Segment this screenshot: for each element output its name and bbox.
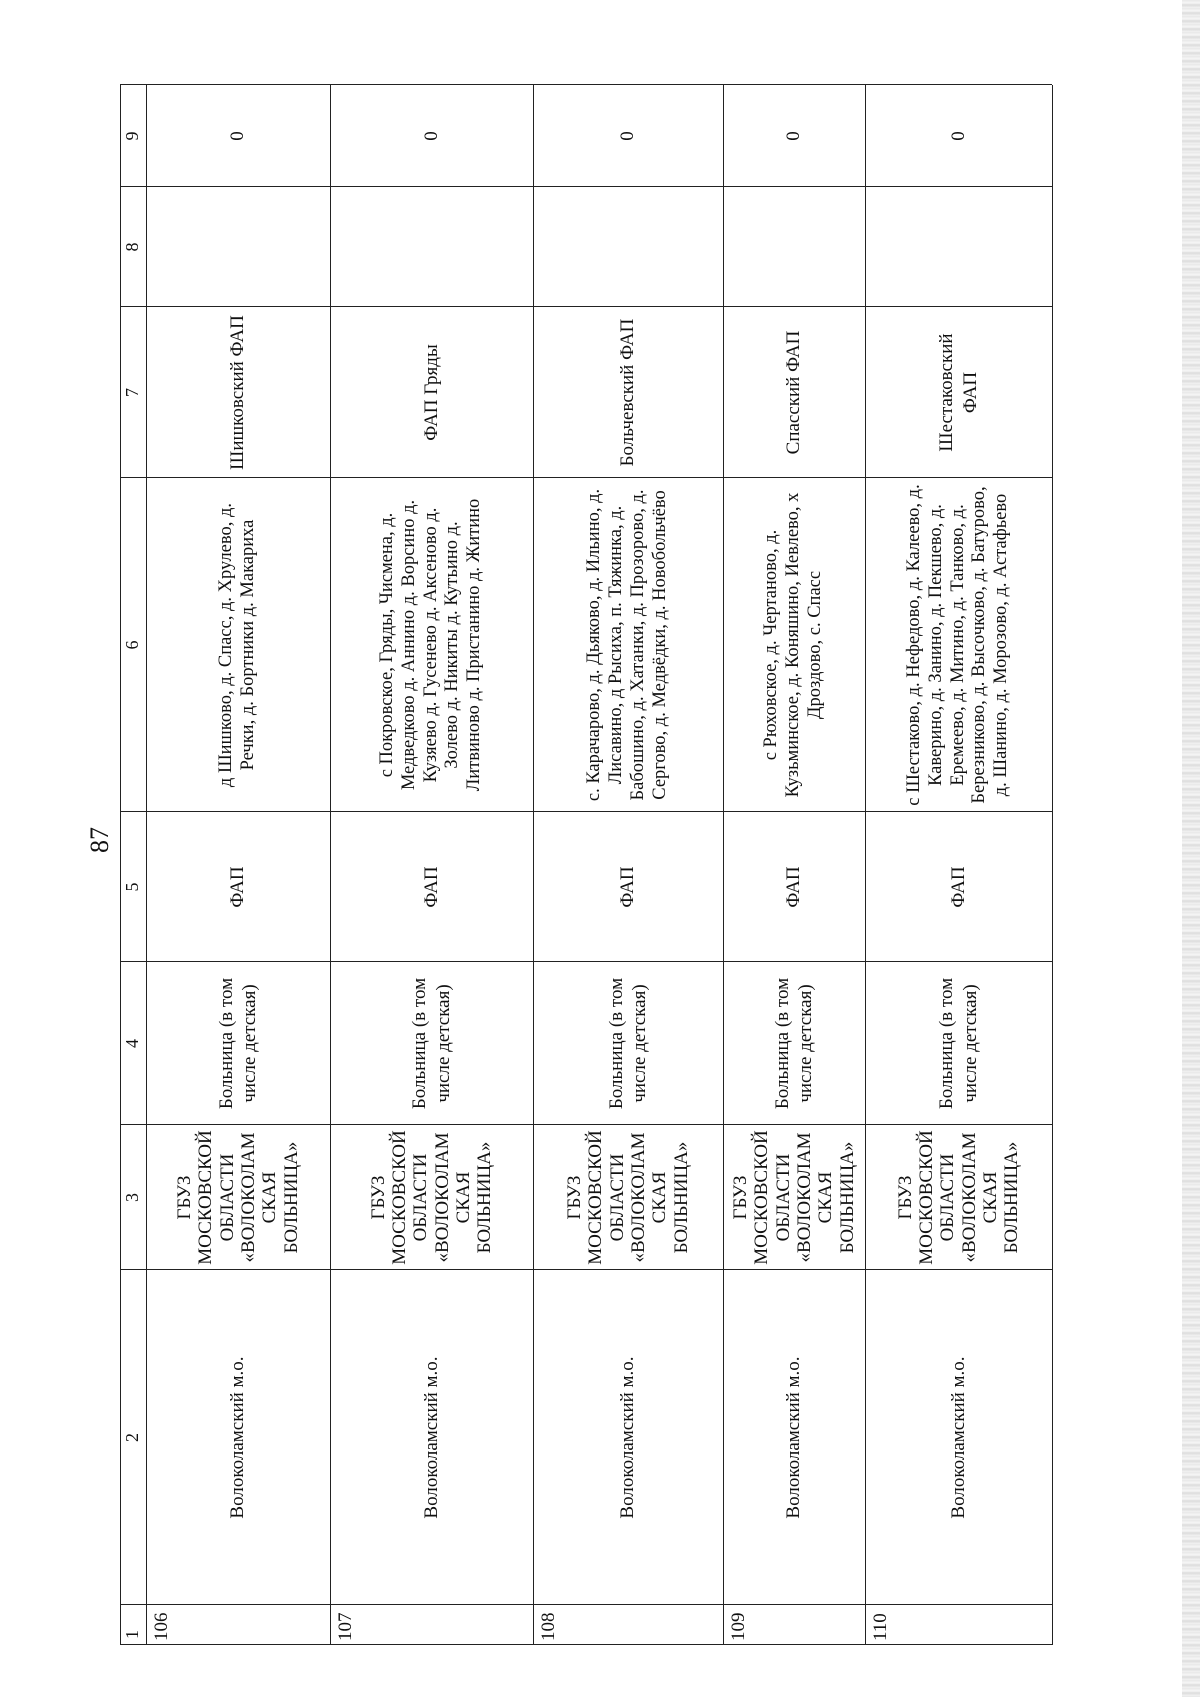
served-settlements-cell: с. Карачарово, д. Дьяково, д. Ильино, д. Лисавино, д Рысиха, п. Тяжинка, д. Бабошино, д. Хатанки, д. Прозорово, д. Сергово, д. Медвёдки, д. Новобольчёво — [584, 488, 670, 802]
header-cell-7: 7 — [122, 388, 143, 397]
organization-cell: ГБУЗ МОСКОВСКОЙ ОБЛАСТИ «ВОЛОКОЛАМ СКАЯ БОЛЬНИЦА» — [174, 1130, 302, 1265]
header-cell-5: 5 — [122, 882, 143, 892]
header-cell-4: 4 — [122, 1039, 143, 1048]
facility-type-cell: Больница (в том числе детская) — [409, 977, 454, 1110]
facility-type-cell: Больница (в том числе детская) — [771, 977, 816, 1110]
organization-cell: ГБУЗ МОСКОВСКОЙ ОБЛАСТИ «ВОЛОКОЛАМ СКАЯ БОЛЬНИЦА» — [894, 1130, 1023, 1265]
row-number-cell: 110 — [870, 1613, 891, 1641]
header-cell-3: 3 — [122, 1193, 143, 1202]
row-number-cell: 106 — [151, 1612, 172, 1641]
column-8-cell — [146, 187, 330, 307]
served-settlements-cell: д Шишково, д. Спасс, д. Хрулево, д. Речки, д. Бортники д. Макариха — [216, 502, 258, 788]
district-cell: Волоколамский м.о. — [617, 1356, 639, 1519]
row-number-cell: 107 — [335, 1612, 356, 1641]
table-horizontal-rule — [1052, 85, 1053, 1645]
scan-edge — [1182, 0, 1200, 1697]
served-settlements-cell: с Шестаково, д. Нефедово, д. Калеево, д. Каверино, д. Занино, д. Пекшево, д. Еремеево, д. Митино, д. Танково, д. Березниково, д. Высочково, д. Батурово, д. Шанино, д. Морозово, д. Астафьево — [903, 484, 1012, 806]
unit-name-cell: Спасский ФАП — [783, 330, 805, 455]
served-settlements-cell: с Покровское, Гряды, Чисмена, д. Медведково д. Аннино д. Ворсино д. Кузяево д. Гусенево д. Аксеново д. Золево д. Никиты д. Кутьино д. Литвиново д. Пристанино д. Житино — [376, 498, 485, 792]
district-cell: Волоколамский м.о. — [783, 1356, 805, 1519]
row-number-cell: 108 — [538, 1612, 559, 1641]
rotated-table — [120, 40, 1180, 1645]
column-8-cell — [865, 187, 1052, 307]
unit-kind-cell: ФАП — [617, 866, 639, 908]
unit-kind-cell: ФАП — [420, 866, 442, 908]
unit-name-cell: Шестаковский ФАП — [936, 333, 981, 452]
unit-kind-cell: ФАП — [947, 866, 969, 908]
served-settlements-cell: с Рюховское, д. Чертаново, д. Кузьминское, д. Коняшино, Иевлево, х Дроздово, с. Спасс — [761, 492, 825, 798]
header-cell-1: 1 — [122, 1630, 143, 1639]
organization-cell: ГБУЗ МОСКОВСКОЙ ОБЛАСТИ «ВОЛОКОЛАМ СКАЯ БОЛЬНИЦА» — [367, 1130, 496, 1265]
column-9-cell: 0 — [420, 131, 442, 141]
district-cell: Волоколамский м.о. — [420, 1356, 442, 1519]
unit-name-cell: Шишковский ФАП — [227, 315, 249, 470]
unit-kind-cell: ФАП — [783, 866, 805, 908]
organization-cell: ГБУЗ МОСКОВСКОЙ ОБЛАСТИ «ВОЛОКОЛАМ СКАЯ БОЛЬНИЦА» — [564, 1130, 692, 1265]
header-cell-2: 2 — [122, 1433, 143, 1442]
organization-cell: ГБУЗ МОСКОВСКОЙ ОБЛАСТИ «ВОЛОКОЛАМ СКАЯ БОЛЬНИЦА» — [730, 1130, 858, 1265]
facility-type-cell: Больница (в том числе детская) — [605, 977, 650, 1110]
column-9-cell: 0 — [947, 131, 969, 141]
facility-type-cell: Больница (в том числе детская) — [936, 977, 981, 1110]
page-number: 87 — [85, 827, 114, 853]
district-cell: Волоколамский м.о. — [227, 1356, 249, 1519]
table-grid — [120, 40, 1180, 1645]
header-cell-6: 6 — [122, 640, 143, 650]
unit-name-cell: Больчевский ФАП — [617, 318, 639, 467]
facility-type-cell: Больница (в том числе детская) — [215, 977, 260, 1110]
column-9-cell: 0 — [617, 131, 639, 141]
unit-kind-cell: ФАП — [227, 866, 249, 908]
row-number-cell: 109 — [728, 1612, 749, 1641]
column-8-cell — [533, 187, 723, 307]
column-8-cell — [723, 187, 865, 307]
header-cell-8: 8 — [122, 242, 143, 252]
header-cell-9: 9 — [122, 131, 143, 141]
unit-name-cell: ФАП Гряды — [420, 344, 442, 441]
district-cell: Волоколамский м.о. — [947, 1356, 969, 1519]
column-8-cell — [330, 187, 533, 307]
column-9-cell: 0 — [227, 131, 249, 141]
column-9-cell: 0 — [783, 131, 805, 141]
table-region — [120, 40, 1180, 1645]
